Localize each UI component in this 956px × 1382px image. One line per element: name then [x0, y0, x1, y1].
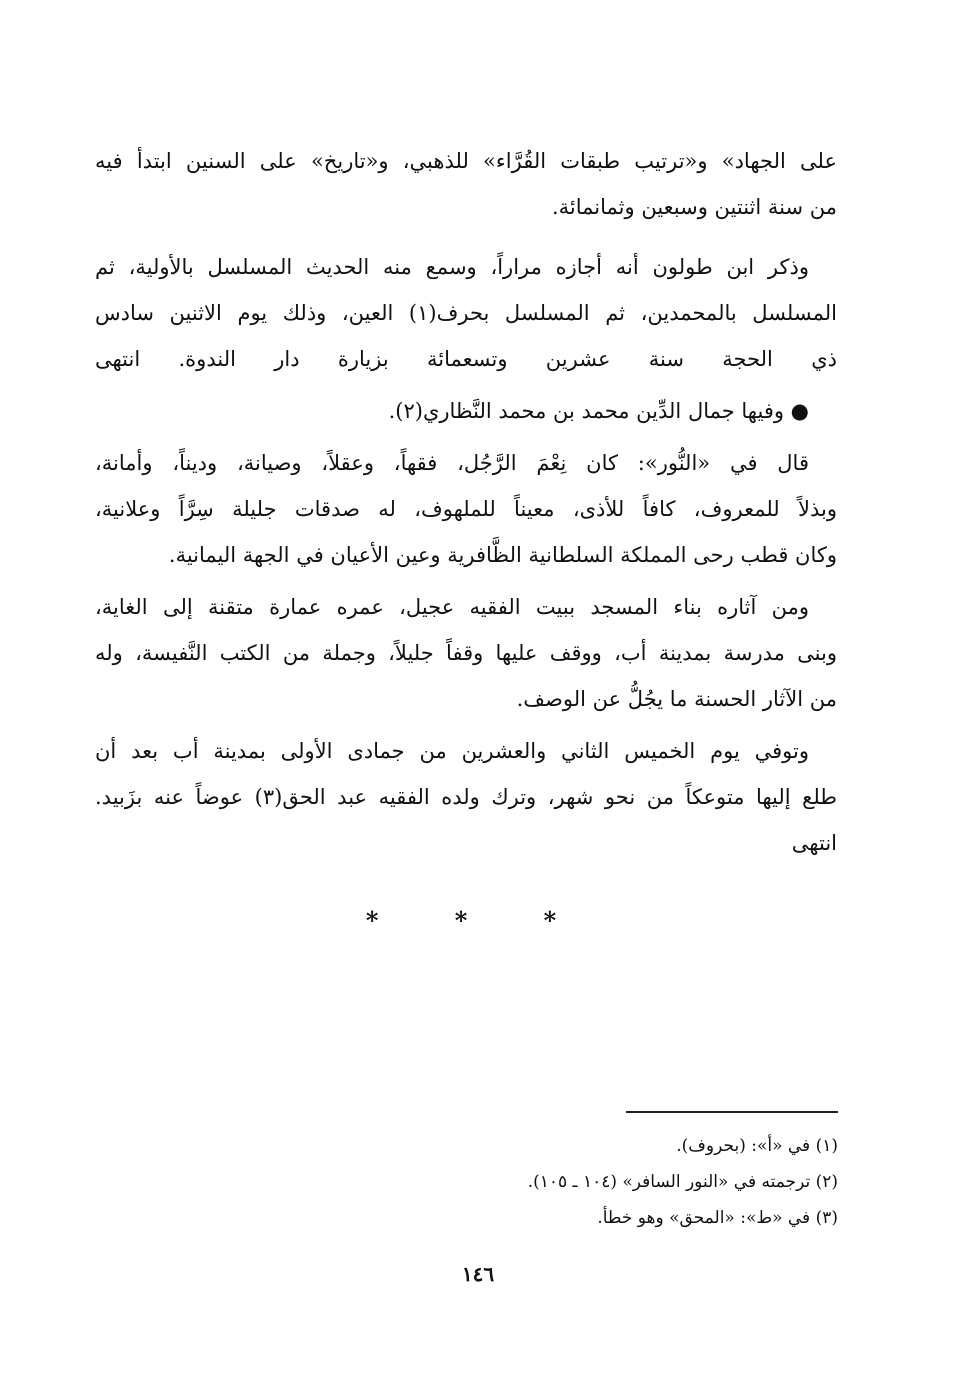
- text-line: وذكر ابن طولون أنه أجازه مراراً، وسمع منه الحديث المسلسل بالأولية، ثم: [95, 255, 809, 279]
- paragraph-5: [95, 728, 837, 866]
- page-number: ١٤٦: [461, 1262, 495, 1286]
- text-line: المسلسل بالمحمدين، ثم المسلسل بحرف(١) العين، وذلك يوم الاثنين سادس: [95, 301, 837, 325]
- footnote-1: (١) في «أ»: (بحروف).: [676, 1136, 838, 1156]
- paragraph-2: [95, 244, 837, 382]
- footnotes: [300, 1128, 838, 1236]
- paragraph-1: [95, 138, 837, 230]
- section-divider-ornament: * * *: [365, 906, 591, 935]
- text-line: طلع إليها متوعكاً من نحو شهر، وترك ولده الفقيه عبد الحق(٣) عوضاً عنه بزَبيد.: [95, 785, 838, 809]
- text-line: وتوفي يوم الخميس الثاني والعشرين من جمادى الأولى بمدينة أب بعد أن: [95, 739, 809, 763]
- paragraph-3: [95, 440, 837, 578]
- footnote-3: (٣) في «ط»: «المحق» وهو خطأ.: [597, 1208, 838, 1228]
- text-line: من الآثار الحسنة ما يجُلُّ عن الوصف.: [516, 687, 837, 711]
- entry-heading: [95, 388, 837, 434]
- text-line: ومن آثاره بناء المسجد ببيت الفقيه عجيل، عمره عمارة متقنة إلى الغاية،: [95, 595, 809, 619]
- text-line: وبذلاً للمعروف، كافاً للأذى، معيناً للملهوف، له صدقات جليلة سِرَّاً وعلانية،: [95, 497, 837, 521]
- text-line: قال في «النُّور»: كان نِعْمَ الرَّجُل، فقهاً، وعقلاً، وصيانة، وديناً، وأمانة،: [95, 451, 809, 475]
- main-text: [95, 138, 837, 872]
- text-line: انتهى: [791, 831, 837, 855]
- text-line: من سنة اثنتين وسبعين وثمانمائة.: [551, 195, 837, 219]
- text-line: وبنى مدرسة بمدينة أب، ووقف عليها وقفاً جليلاً، وجملة من الكتب النَّفيسة، وله: [95, 641, 837, 665]
- bullet-entry-line: ● وفيها جمال الدِّين محمد بن محمد النَّظاري(٢).: [388, 399, 809, 423]
- footnote-separator: [626, 1111, 838, 1113]
- text-line: على الجهاد» و«ترتيب طبقات القُرَّاء» للذهبي، و«تاريخ» على السنين ابتدأ فيه: [95, 149, 837, 173]
- text-line: ذي الحجة سنة عشرين وتسعمائة بزيارة دار الندوة. انتهى: [95, 347, 837, 371]
- paragraph-4: [95, 584, 837, 722]
- text-line: وكان قطب رحى المملكة السلطانية الظَّافرية وعين الأعيان في الجهة اليمانية.: [168, 543, 837, 567]
- footnote-2: (٢) ترجمته في «النور السافر» (١٠٤ ـ ١٠٥).: [527, 1172, 838, 1192]
